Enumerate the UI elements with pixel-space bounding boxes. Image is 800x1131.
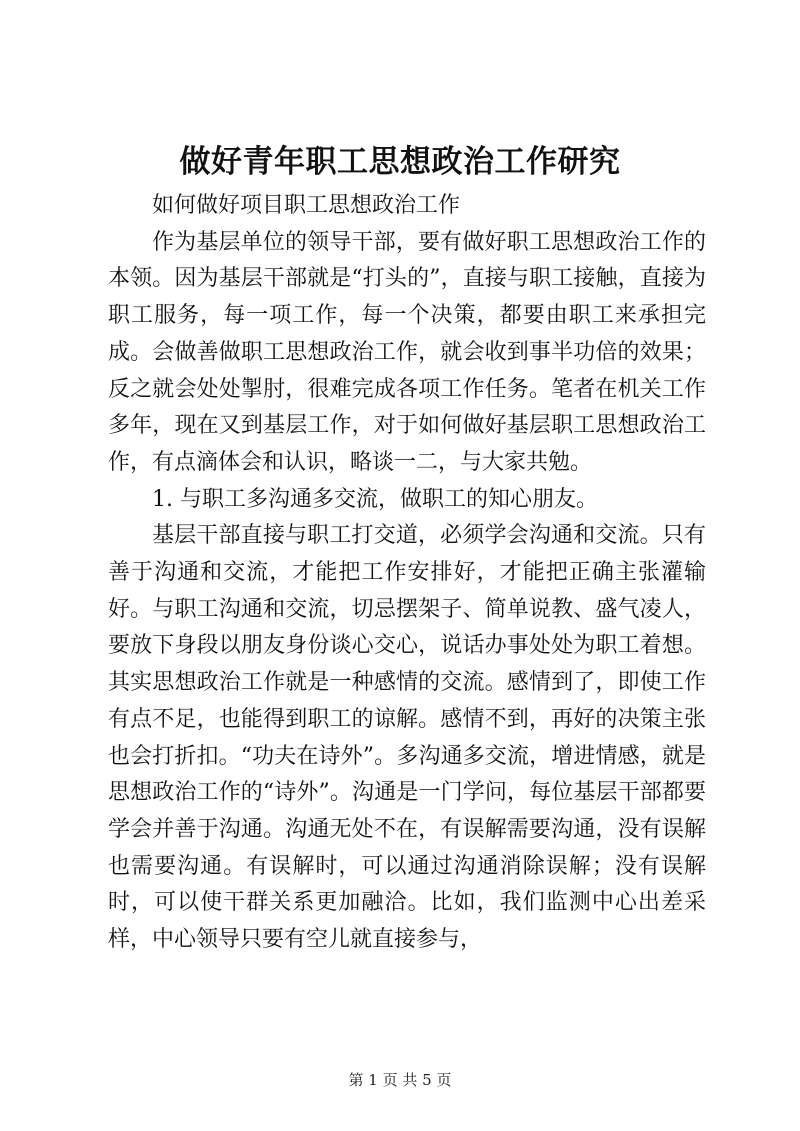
document-title: 做好青年职工思想政治工作研究 (179, 144, 621, 180)
body-paragraph: 基层干部直接与职工打交道，必须学会沟通和交流。只有善于沟通和交流，才能把工作安排好，才能把正确主张灌输好。与职工沟通和交流，切忌摆架子、简单说教、盛气凌人，要放下身段以朋友身份谈心交心，说话办事处处为职工着想。其实思想政治工作就是一种感情的交流。感情到了，即使工作有点不足，也能得到职工的谅解。感情不到，再好的决策主张也会打折扣。“功夫在诗外”。多沟通多交流，增进情感，就是思想政治工作的“诗外”。沟通是一门学问，每位基层干部都要学会并善于沟通。沟通无处不在，有误解需要沟通，没有误解也需要沟通。有误解时，可以通过沟通消除误解；没有误解时，可以使干群关系更加融洽。比如，我们监测中心出差采样，中心领导只要有空儿就直接参与， (108, 523, 706, 953)
intro-paragraph: 作为基层单位的领导干部，要有做好职工思想政治工作的本领。因为基层干部就是“打头的”，直接与职工接触，直接为职工服务，每一项工作，每一个决策，都要由职工来承担完成。会做善做职工思想政治工作，就会收到事半功倍的效果；反之就会处处掣肘，很难完成各项工作任务。笔者在机关工作多年，现在又到基层工作，对于如何做好基层职工思想政治工作，有点滴体会和认识，略谈一二，与大家共勉。 (108, 229, 706, 475)
subtitle-paragraph: 如何做好项目职工思想政治工作 (152, 193, 461, 218)
page-footer: 第 1 页 共 5 页 (348, 1071, 452, 1089)
document-body (108, 188, 706, 959)
section-heading: 1. 与职工多沟通多交流，做职工的知心朋友。 (152, 486, 598, 512)
